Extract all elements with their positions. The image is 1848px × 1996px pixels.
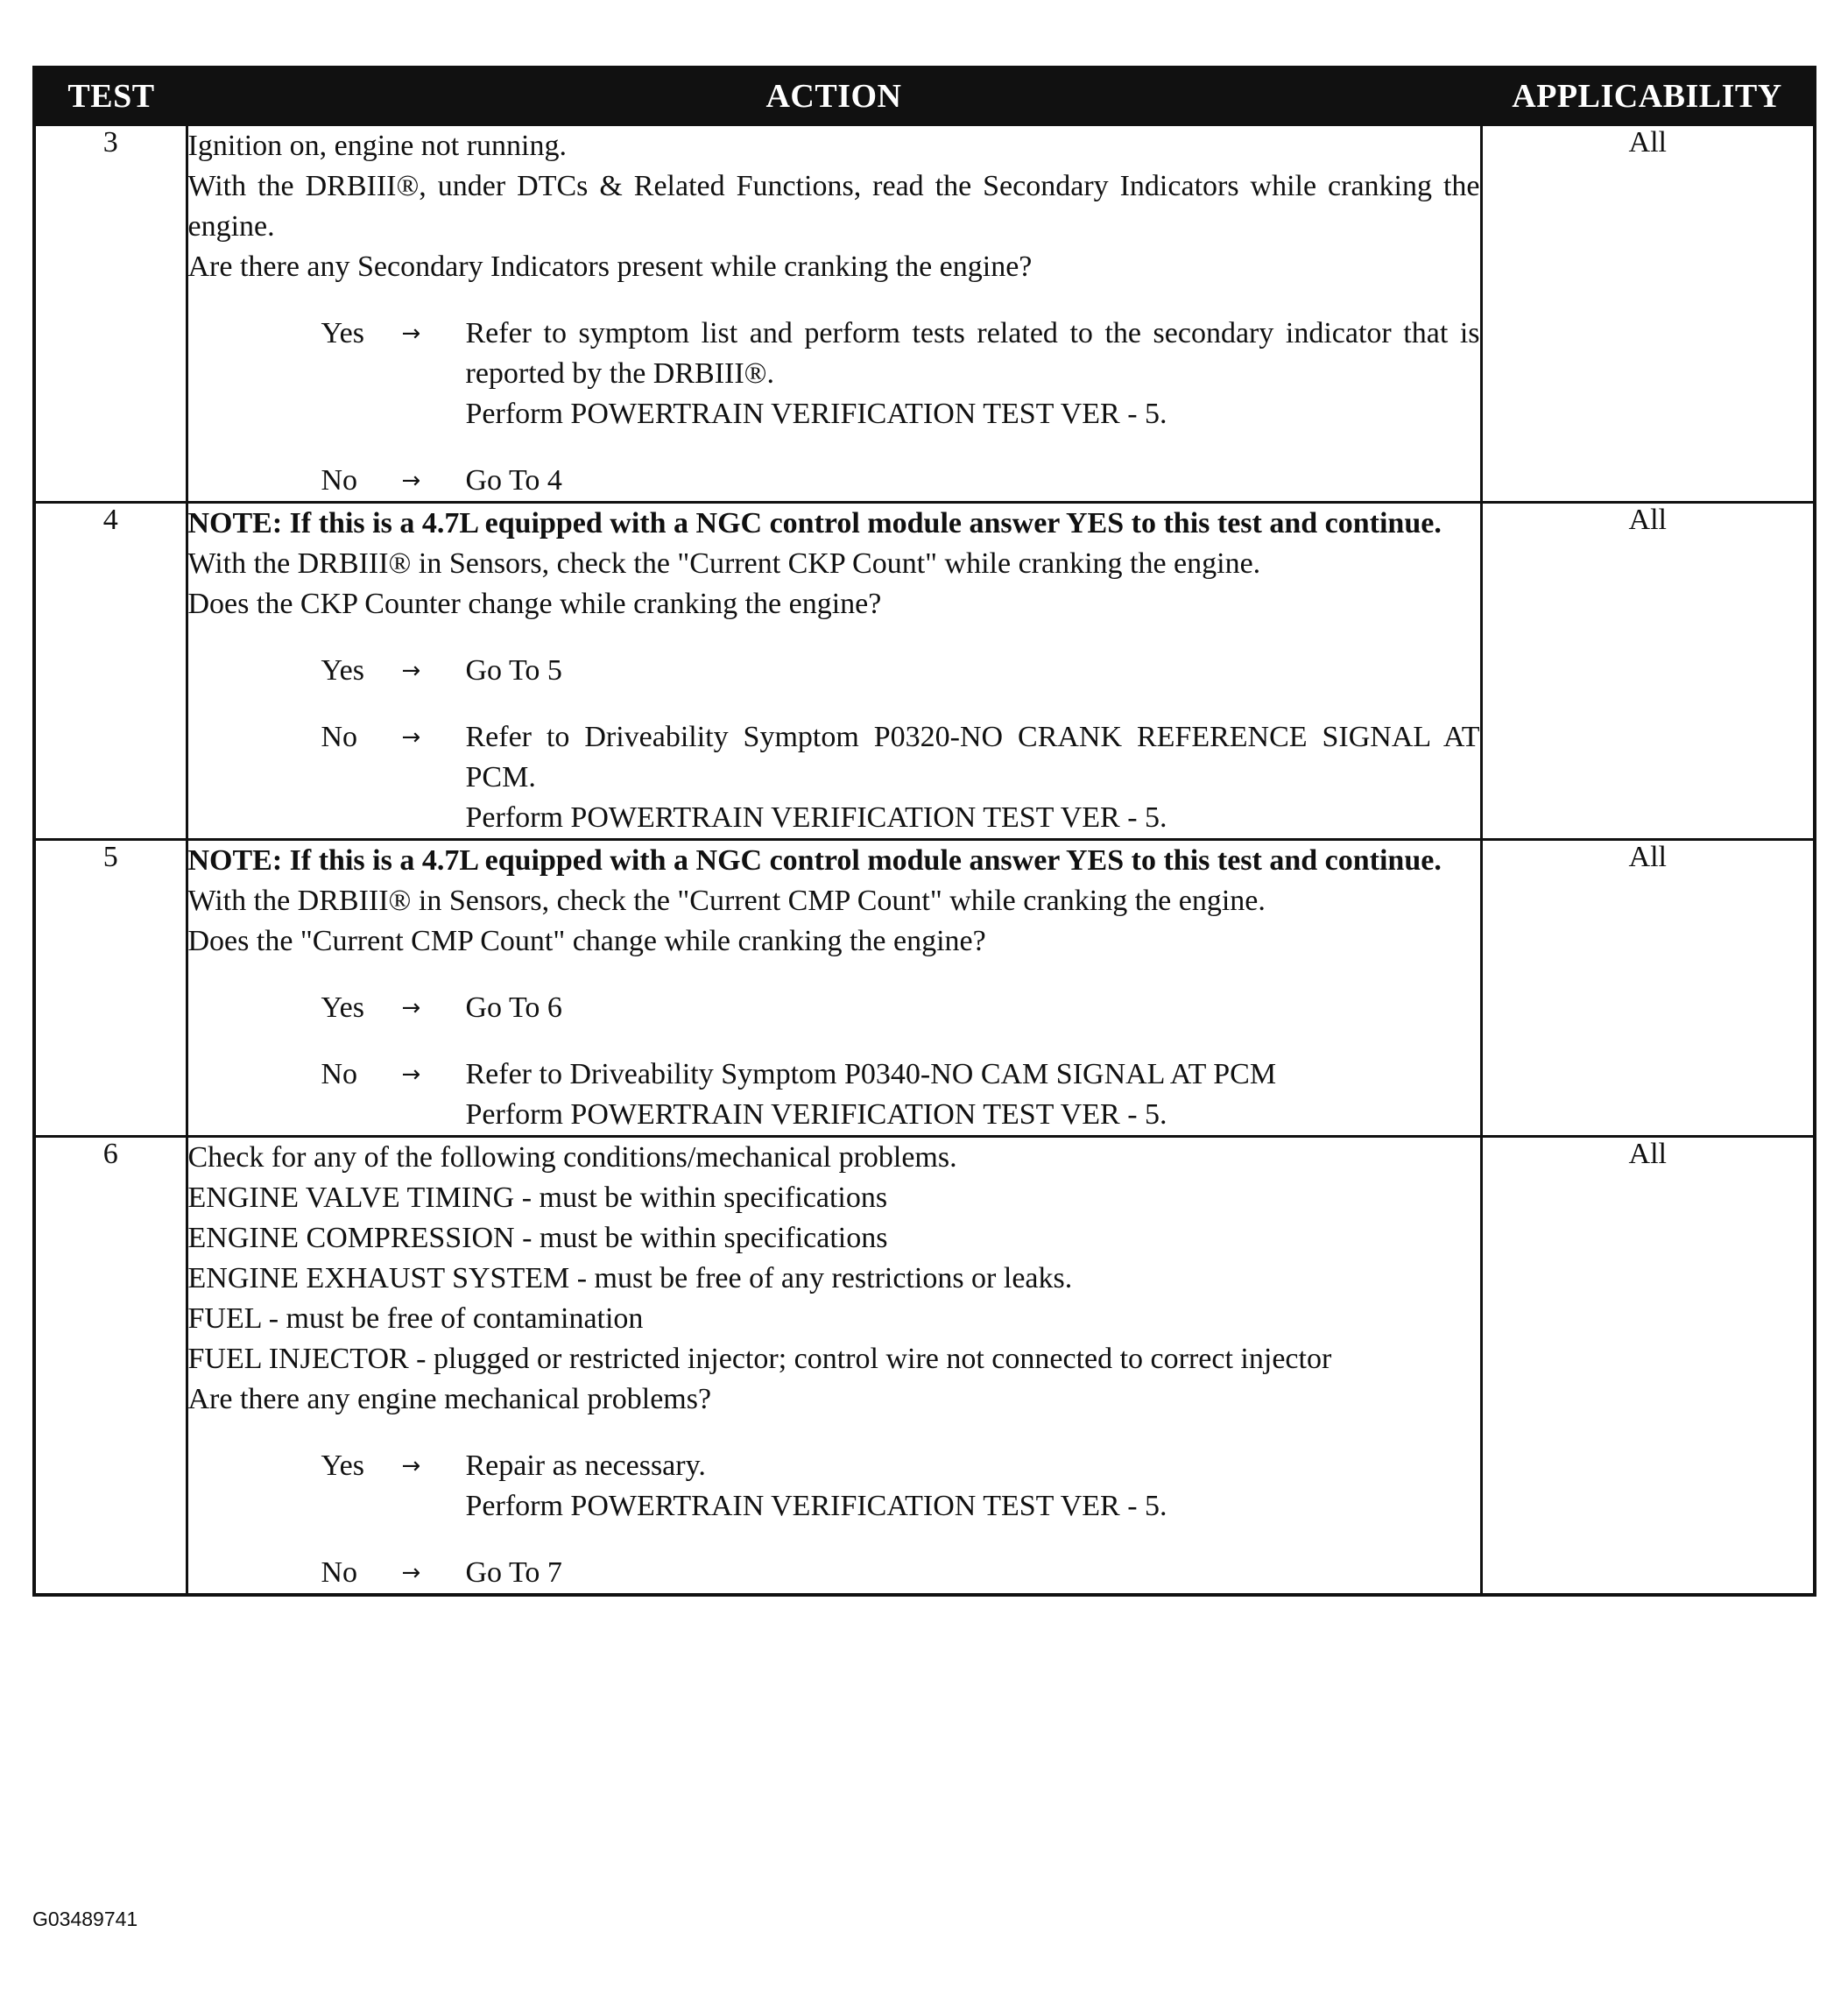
answer-line: Refer to symptom list and perform tests related to the secondary indicator that is reported by the DRBIII®. — [465, 317, 1480, 390]
answer-label: No — [321, 721, 358, 753]
answer-list — [188, 988, 1480, 1135]
no-answer — [188, 1553, 1480, 1593]
test-row — [34, 503, 1815, 840]
answer-list — [188, 1446, 1480, 1593]
yes-answer — [188, 651, 1480, 691]
test-number: 3 — [34, 125, 187, 503]
action-text: ENGINE VALVE TIMING - must be within specifications — [187, 1181, 888, 1214]
action-text: Are there any engine mechanical problems? — [187, 1383, 712, 1415]
action-text: Ignition on, engine not running. — [187, 130, 568, 162]
note-text: NOTE: If this is a 4.7L equipped with a NGC control module answer YES to this test and continue. — [187, 507, 1442, 540]
test-row — [34, 840, 1815, 1137]
answer-line: Perform POWERTRAIN VERIFICATION TEST VER - 5. — [465, 1490, 1167, 1522]
answer-text — [466, 461, 1480, 501]
answer-label: No — [321, 1556, 358, 1589]
note-text: NOTE: If this is a 4.7L equipped with a NGC control module answer YES to this test and continue. — [187, 844, 1442, 877]
answer-line: Repair as necessary. — [465, 1449, 706, 1482]
answer-line: Go To 5 — [465, 654, 562, 687]
arrow-right-icon: → — [401, 1061, 421, 1088]
answer-line: Go To 4 — [465, 464, 562, 497]
figure-id: G03489741 — [32, 1908, 138, 1930]
answer-label: No — [321, 464, 358, 497]
answer-text — [466, 717, 1480, 838]
answer-text — [466, 1054, 1480, 1135]
diagnostic-table — [32, 66, 1816, 1597]
answer-text — [466, 988, 1480, 1028]
action-text: Check for any of the following conditions/mechanical problems. — [187, 1141, 957, 1174]
action-text: ENGINE EXHAUST SYSTEM - must be free of any restrictions or leaks. — [187, 1262, 1073, 1294]
header-action: ACTION — [187, 67, 1481, 125]
action-text: FUEL - must be free of contamination — [187, 1302, 644, 1335]
test-number: 4 — [34, 503, 187, 840]
action-text: With the DRBIII® in Sensors, check the "Current CKP Count" while cranking the engine. — [187, 547, 1261, 580]
answer-line: Perform POWERTRAIN VERIFICATION TEST VER - 5. — [465, 1098, 1167, 1131]
arrow-right-icon: → — [401, 321, 421, 347]
answer-line: Refer to Driveability Symptom P0340-NO CAM SIGNAL AT PCM — [465, 1058, 1277, 1090]
answer-label: Yes — [321, 991, 364, 1024]
arrow-right-icon: → — [401, 468, 421, 494]
action-text: Are there any Secondary Indicators present while cranking the engine? — [187, 250, 1033, 283]
answer-line: Go To 6 — [465, 991, 562, 1024]
applicability-value: All — [1481, 840, 1815, 1137]
answer-text — [466, 314, 1480, 434]
answer-text — [466, 651, 1480, 691]
answer-label: Yes — [321, 654, 364, 687]
answer-list — [188, 651, 1480, 838]
yes-answer — [188, 1446, 1480, 1527]
arrow-right-icon: → — [401, 658, 421, 684]
action-text: FUEL INJECTOR - plugged or restricted injector; control wire not connected to correct injector — [187, 1343, 1332, 1375]
yes-answer — [188, 988, 1480, 1028]
answer-label: No — [321, 1058, 358, 1090]
answer-line: Go To 7 — [465, 1556, 562, 1589]
no-answer — [188, 717, 1480, 838]
arrow-right-icon: → — [401, 724, 421, 751]
action-text: With the DRBIII® in Sensors, check the "Current CMP Count" while cranking the engine. — [187, 885, 1266, 917]
arrow-right-icon: → — [401, 1453, 421, 1479]
header-test: TEST — [34, 67, 187, 125]
answer-text — [466, 1446, 1480, 1527]
header-applicability: APPLICABILITY — [1481, 67, 1815, 125]
test-number: 5 — [34, 840, 187, 1137]
arrow-right-icon: → — [401, 995, 421, 1021]
test-number: 6 — [34, 1137, 187, 1596]
answer-line: Perform POWERTRAIN VERIFICATION TEST VER - 5. — [465, 801, 1167, 834]
answer-list — [188, 314, 1480, 501]
answer-line: Perform POWERTRAIN VERIFICATION TEST VER - 5. — [465, 398, 1167, 430]
test-row — [34, 1137, 1815, 1596]
answer-label: Yes — [321, 1449, 364, 1482]
table-body — [34, 125, 1815, 1596]
action-text: Does the "Current CMP Count" change while cranking the engine? — [187, 925, 986, 957]
action-text: ENGINE COMPRESSION - must be within specifications — [187, 1222, 888, 1254]
action-text: With the DRBIII®, under DTCs & Related Functions, read the Secondary Indicators while cranking the engine. — [187, 170, 1480, 243]
answer-line: Refer to Driveability Symptom P0320-NO CRANK REFERENCE SIGNAL AT PCM. — [465, 721, 1480, 793]
action-cell — [187, 840, 1481, 1137]
yes-answer — [188, 314, 1480, 434]
action-text: Does the CKP Counter change while cranking the engine? — [187, 588, 882, 620]
answer-text — [466, 1553, 1480, 1593]
table-header-row — [34, 67, 1815, 125]
answer-label: Yes — [321, 317, 364, 349]
action-cell — [187, 125, 1481, 503]
action-cell — [187, 1137, 1481, 1596]
no-answer — [188, 1054, 1480, 1135]
applicability-value: All — [1481, 125, 1815, 503]
no-answer — [188, 461, 1480, 501]
applicability-value: All — [1481, 1137, 1815, 1596]
test-row — [34, 125, 1815, 503]
arrow-right-icon: → — [401, 1560, 421, 1586]
action-cell — [187, 503, 1481, 840]
applicability-value: All — [1481, 503, 1815, 840]
procedure-page — [32, 66, 1813, 1597]
